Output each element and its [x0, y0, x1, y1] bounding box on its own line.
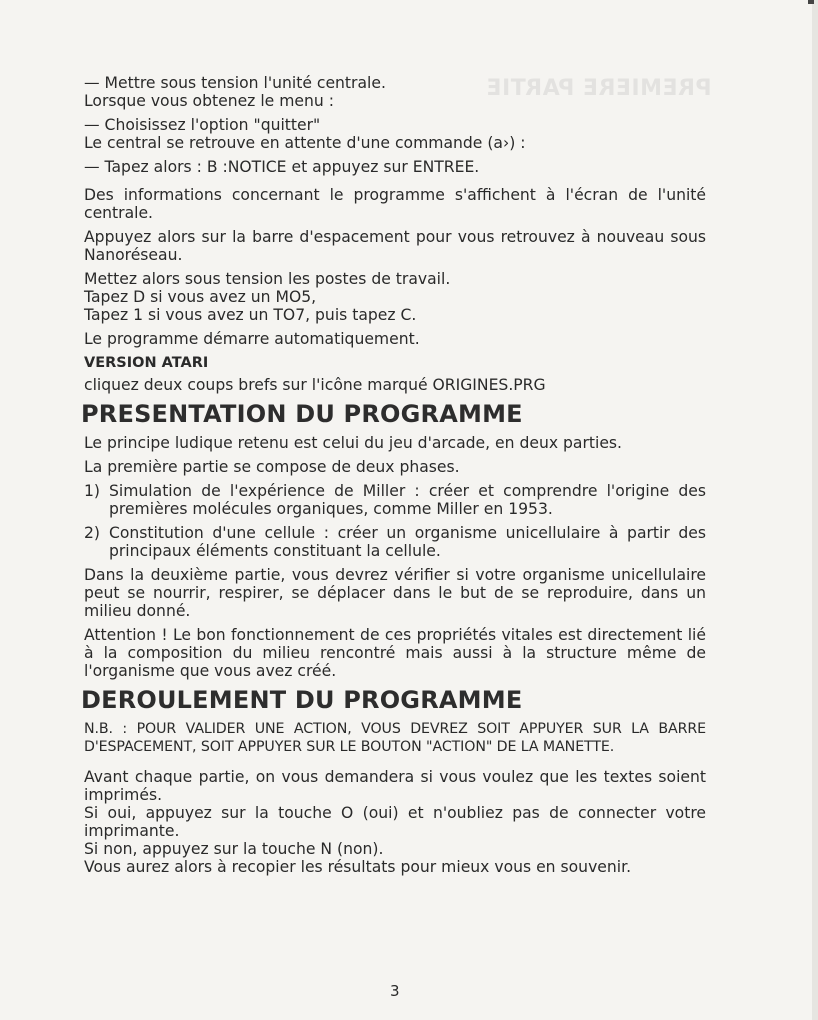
page-edge — [812, 0, 818, 1020]
atari-heading: VERSION ATARI — [84, 355, 209, 371]
corner-mark — [808, 0, 814, 4]
intro-paragraph-1: Des informations concernant le programme s'affichent à l'écran de l'unité centrale. — [84, 186, 706, 222]
presentation-paragraph-2: La première partie se compose de deux phases. — [84, 458, 460, 476]
intro-line-1: — Mettre sous tension l'unité centrale. — [84, 74, 386, 92]
intro-line-4: Le central se retrouve en attente d'une commande (a›) : — [84, 134, 526, 152]
presentation-paragraph-3: Dans la deuxième partie, vous devrez vérifier si votre organisme unicellulaire peut se nourrir, respirer, se déplacer dans le but de se reproduire, dans un milieu donné. — [84, 566, 706, 620]
deroulement-heading: DEROULEMENT DU PROGRAMME — [81, 686, 523, 714]
presentation-heading: PRESENTATION DU PROGRAMME — [81, 400, 523, 428]
list-item-text: Constitution d'une cellule : créer un organisme unicellulaire à partir des principaux éléments constituant la cellule. — [109, 524, 706, 560]
intro-line-5: — Tapez alors : B :NOTICE et appuyez sur ENTREE. — [84, 158, 480, 176]
intro-line-2: Lorsque vous obtenez le menu : — [84, 92, 334, 110]
bleed-through-heading: PREMIERE PARTIE — [486, 76, 712, 101]
list-item-number: 1) — [84, 482, 101, 500]
presentation-paragraph-4: Attention ! Le bon fonctionnement de ces propriétés vitales est directement lié à la composition du milieu rencontré mais aussi à la structure même de l'organisme que vous avez créé. — [84, 626, 706, 680]
list-item-text: Simulation de l'expérience de Miller : créer et comprendre l'origine des premières molécules organiques, comme Miller en 1953. — [109, 482, 706, 518]
intro-paragraph-2: Appuyez alors sur la barre d'espacement pour vous retrouvez à nouveau sous Nanoréseau. — [84, 228, 706, 264]
deroulement-paragraph-4: Vous aurez alors à recopier les résultats pour mieux vous en souvenir. — [84, 858, 632, 876]
page-number: 3 — [390, 982, 400, 1000]
atari-text: cliquez deux coups brefs sur l'icône marqué ORIGINES.PRG — [84, 376, 546, 394]
intro-paragraph-3b: Tapez D si vous avez un MO5, — [84, 288, 317, 306]
page-content — [81, 74, 706, 882]
intro-paragraph-4: Le programme démarre automatiquement. — [84, 330, 420, 348]
nb-note: N.B. : POUR VALIDER UNE ACTION, VOUS DEVREZ SOIT APPUYER SUR LA BARRE D'ESPACEMENT, SOIT APPUYER SUR LE BOUTON "ACTION" DE LA MANETTE. — [84, 721, 706, 755]
list-item-number: 2) — [84, 524, 101, 542]
deroulement-paragraph-3: Si non, appuyez sur la touche N (non). — [84, 840, 384, 858]
list-item — [84, 482, 706, 518]
intro-paragraph-3c: Tapez 1 si vous avez un TO7, puis tapez C. — [84, 306, 417, 324]
intro-line-3: — Choisissez l'option "quitter" — [84, 116, 321, 134]
list-item — [84, 524, 706, 560]
intro-paragraph-3a: Mettez alors sous tension les postes de travail. — [84, 270, 451, 288]
presentation-paragraph-1: Le principe ludique retenu est celui du jeu d'arcade, en deux parties. — [84, 434, 623, 452]
deroulement-paragraph-2: Si oui, appuyez sur la touche O (oui) et n'oubliez pas de connecter votre imprimante. — [84, 804, 706, 840]
deroulement-paragraph-1: Avant chaque partie, on vous demandera si vous voulez que les textes soient imprimés. — [84, 768, 706, 804]
